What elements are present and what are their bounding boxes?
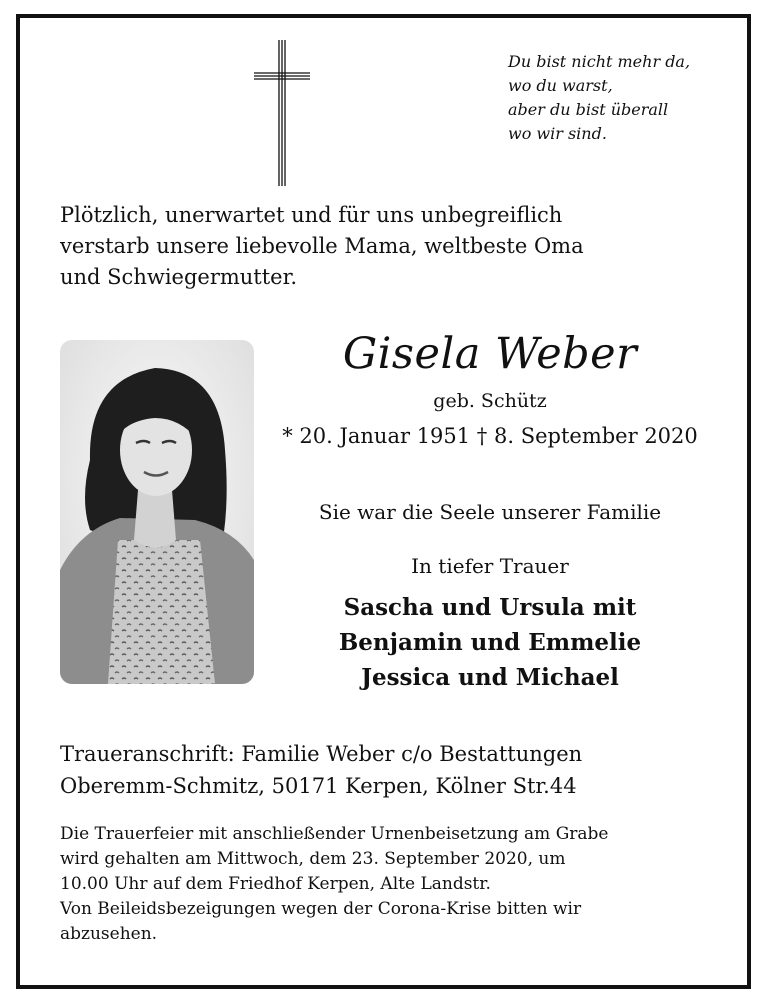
intro-line: Plötzlich, unerwartet und für uns unbegreiflich — [60, 203, 563, 227]
mourner-line: Jessica und Michael — [361, 664, 619, 691]
quote-line: aber du bist überall — [508, 100, 669, 119]
intro-text — [60, 200, 720, 293]
quote-line: wo wir sind. — [508, 124, 607, 143]
ceremony-line: abzusehen. — [60, 924, 158, 944]
mourner-line: Sascha und Ursula mit — [343, 594, 637, 621]
ceremony-line: Von Beileidsbezeigungen wegen der Corona-Krise bitten wir — [60, 899, 582, 919]
quote-line: Du bist nicht mehr da, — [508, 52, 691, 71]
ceremony-line: Die Trauerfeier mit anschließender Urnenbeisetzung am Grabe — [60, 824, 609, 844]
cross-icon — [254, 40, 310, 186]
birth-name: geb. Schütz — [433, 390, 547, 412]
portrait-photo — [60, 340, 254, 684]
mourner-line: Benjamin und Emmelie — [338, 629, 642, 656]
mourning-address — [60, 738, 720, 802]
deceased-name: Gisela Weber — [342, 329, 638, 379]
life-dates: * 20. Januar 1951 † 8. September 2020 — [282, 424, 698, 448]
quote-line: wo du warst, — [508, 76, 613, 95]
ceremony-line: 10.00 Uhr auf dem Friedhof Kerpen, Alte Landstr. — [60, 874, 491, 894]
mourners-intro: In tiefer Trauer — [411, 554, 569, 578]
intro-line: und Schwiegermutter. — [60, 265, 298, 289]
address-line: Oberemm-Schmitz, 50171 Kerpen, Kölner Str.44 — [60, 774, 577, 798]
quote — [508, 50, 738, 146]
mourners-names — [270, 590, 710, 695]
ceremony-info — [60, 822, 730, 947]
intro-line: verstarb unsere liebevolle Mama, weltbeste Oma — [60, 234, 584, 258]
address-line: Traueranschrift: Familie Weber c/o Bestattungen — [60, 742, 583, 766]
motto: Sie war die Seele unserer Familie — [318, 500, 662, 524]
ceremony-line: wird gehalten am Mittwoch, dem 23. September 2020, um — [60, 849, 566, 869]
